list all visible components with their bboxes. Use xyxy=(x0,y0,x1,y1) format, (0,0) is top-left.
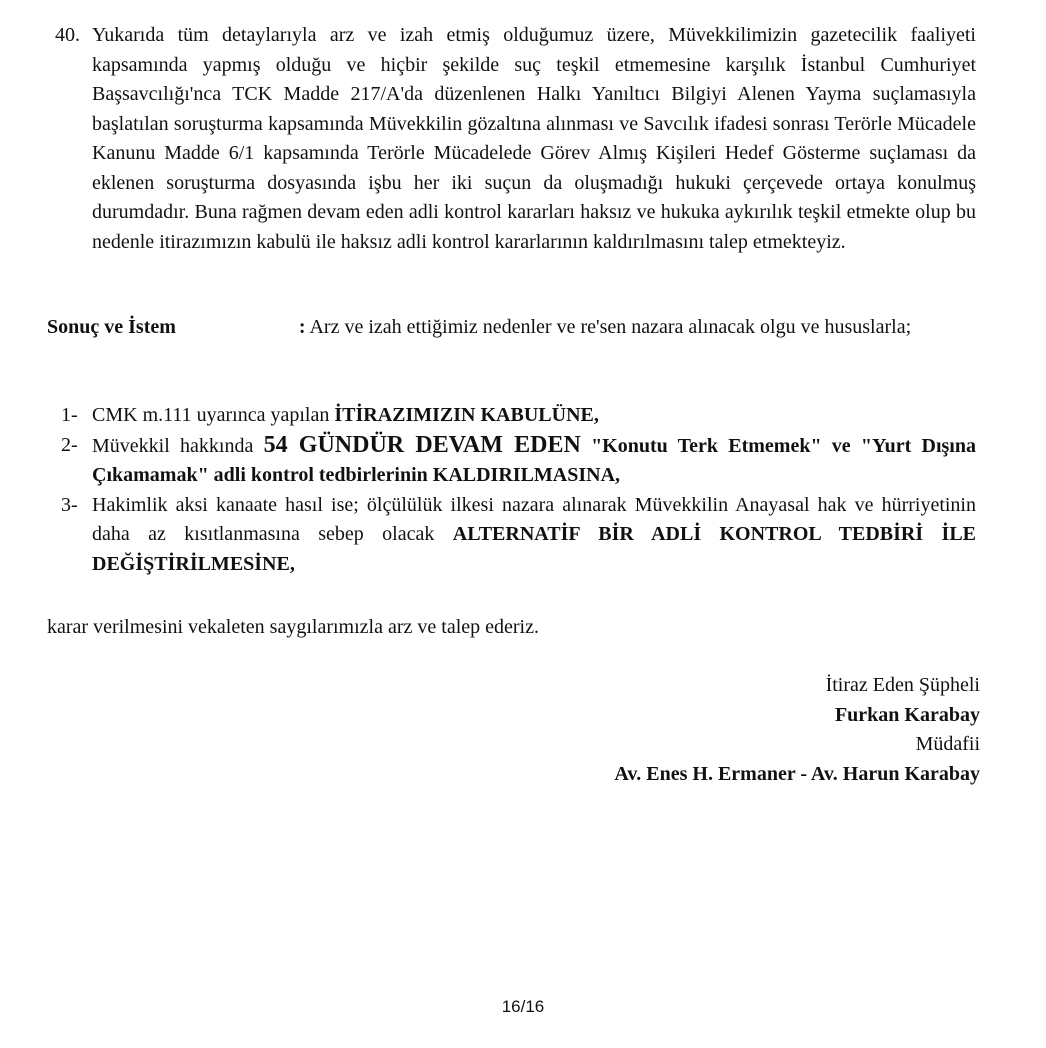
conclusion-text: Arz ve izah ettiğimiz nedenler ve re'sen nazara alınacak olgu ve hususlarla; xyxy=(309,316,912,338)
request-bold-text: İTİRAZIMIZIN KABULÜNE, xyxy=(334,404,599,426)
request-number: 3- xyxy=(61,493,78,516)
conclusion-section xyxy=(47,313,977,343)
request-item-3 xyxy=(48,491,976,580)
request-text: CMK m.111 uyarınca yapılan xyxy=(92,404,335,426)
signer-role: İtiraz Eden Şüpheli xyxy=(825,674,980,696)
conclusion-colon: : xyxy=(298,316,306,338)
signature-block xyxy=(614,671,980,789)
paragraph-text: Yukarıda tüm detaylarıyla arz ve izah etmiş olduğumuz üzere, Müvekkilimizin gazetecilik faaliyeti kapsamında yapmış olduğu ve hiçbir şekilde suç teşkil etmemesine karşılık İstanbul Cumhuriyet Başsavcılığı'nca TCK Madde 217/A'da düzenlenen Halkı Yanıltıcı Bilgiyi Alenen Yayma suçlamasıyla başlatılan soruşturma kapsamında Müvekkilin gözaltına alınması ve Savcılık ifadesi sonrası Terörle Mücadele Kanunu Madde 6/1 kapsamında Terörle Mücadelede Görev Almış Kişileri Hedef Gösterme suçlaması da eklenen soruşturma dosyasında işbu her iki suçun da oluşmadığı hukuki çerçevede ortaya konulmuş durumdadır. Buna rağmen devam eden adli kontrol kararları haksız ve hukuka aykırılık teşkil etmekte olup bu nedenle itirazımızın kabulü ile haksız adli kontrol kararlarının kaldırılmasını talep etmekteyiz. xyxy=(92,24,976,253)
closing-sentence: karar verilmesini vekaleten saygılarımızla arz ve talep ederiz. xyxy=(47,616,539,638)
request-number: 1- xyxy=(61,404,78,426)
request-text: Müvekkil hakkında xyxy=(92,434,264,457)
signer-name: Furkan Karabay xyxy=(834,703,980,726)
request-item-1 xyxy=(48,401,976,431)
conclusion-heading: Sonuç ve İstem xyxy=(47,316,176,338)
paragraph-40 xyxy=(48,21,976,257)
request-bold-text: "Konutu Terk Etmemek" ve "Yurt Dışına Çıkamamak" adli kontrol tedbirlerinin KALDIRILMASINA, xyxy=(92,434,976,486)
counsel-names: Av. Enes H. Ermaner - Av. Harun Karabay xyxy=(614,762,980,785)
request-item-2 xyxy=(48,431,976,491)
counsel-role: Müdafii xyxy=(915,733,980,755)
request-number: 2- xyxy=(61,433,78,456)
paragraph-number: 40. xyxy=(55,24,80,46)
page-number: 16/16 xyxy=(501,997,545,1016)
request-text: Hakimlik aksi kanaate hasıl ise; ölçülülük ilkesi nazara alınarak Müvekkilin Anayasal hak ve hürriyetinin daha az kısıtlanmasına sebep olacak xyxy=(92,493,976,545)
request-bold-text: ALTERNATİF BİR ADLİ KONTROL TEDBİRİ İLE DEĞİŞTİRİLMESİNE, xyxy=(92,523,977,575)
request-emphasis-text: 54 GÜNDÜR DEVAM EDEN xyxy=(263,431,581,458)
request-list xyxy=(48,401,976,579)
